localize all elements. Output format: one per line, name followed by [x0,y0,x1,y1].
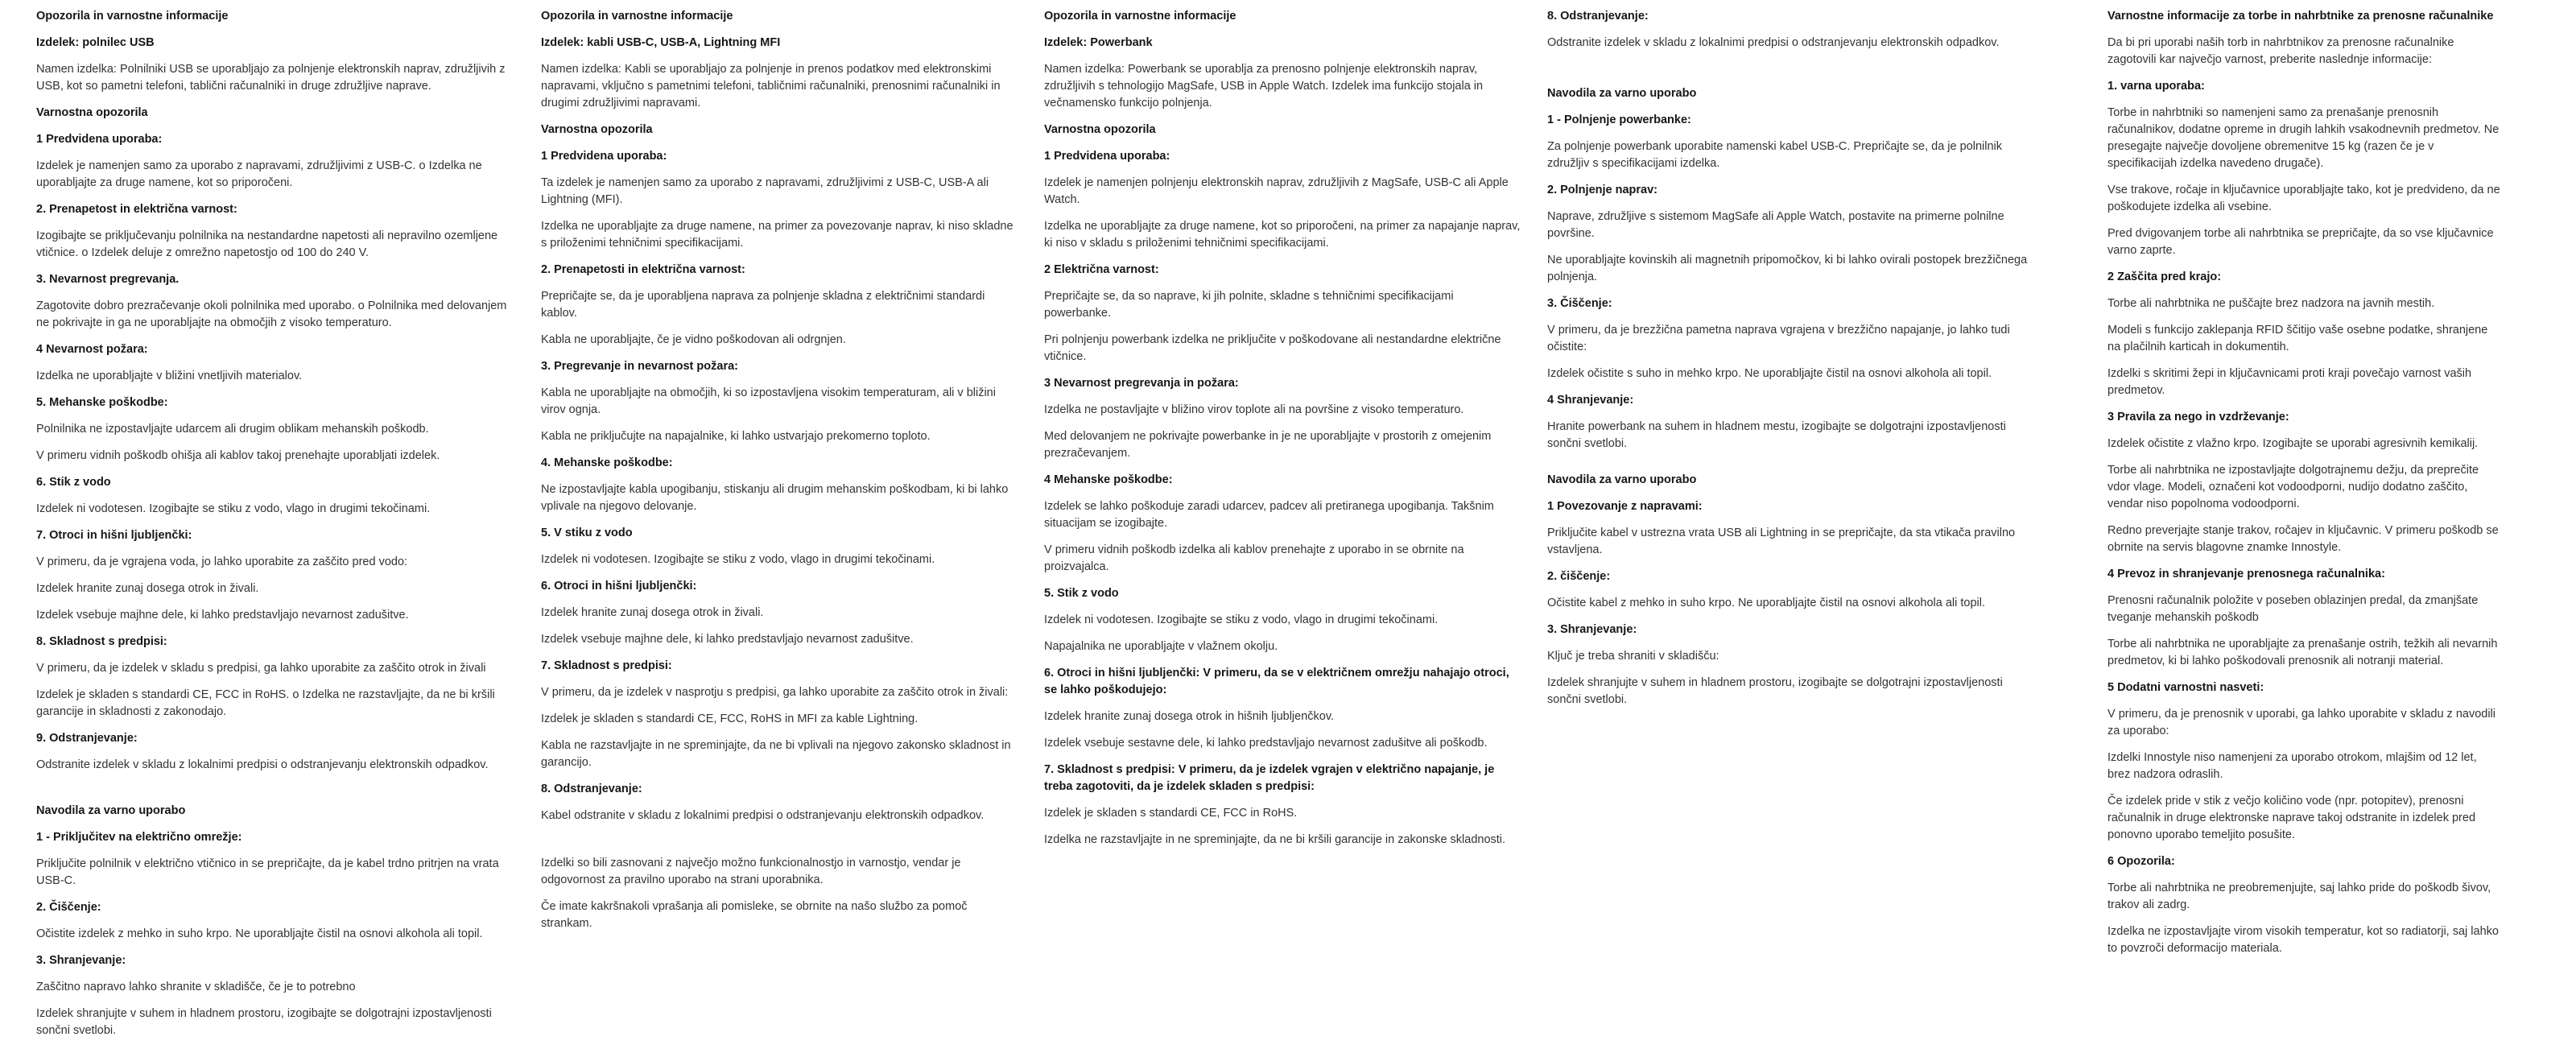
paragraph: Torbe ali nahrbtnika ne preobremenjujte, saj lahko pride do poškodb šivov, trakov ali zadrg. [2107,882,2491,911]
section-heading: 4 Prevoz in shranjevanje prenosnega računalnika: [2107,568,2385,580]
section-heading: 1 Povezovanje z napravami: [1547,500,1703,513]
section-heading: 5 Dodatni varnostni nasveti: [2107,681,2264,694]
paragraph: Torbe in nahrbtniki so namenjeni samo za prenašanje prenosnih računalnikov, dodatne opreme in drugih lahkih vsakodnevnih predmetov. Ne presegajte največje dovoljene obremenitve 15 kg (razen če je v specifikacijah izdelka navedeno drugače). [2107,106,2500,170]
paragraph: Kabla ne razstavljajte in ne spreminjajte, da ne bi vplivali na njegovo zakonsko skladnost in garancijo. [541,739,1011,769]
paragraph: Kabla ne uporabljajte na območjih, ki so izpostavljena visokim temperaturam, ali v bližini virov ognja. [541,386,996,416]
paragraph: Izdelek vsebuje sestavne dele, ki lahko predstavljajo nevarnost zadušitve ali poškodb. [1044,737,1488,750]
paragraph: Modeli s funkcijo zaklepanja RFID ščitijo vaše osebne podatke, shranjene na plačilnih karticah in dokumentih. [2107,324,2488,353]
paragraph: Kabla ne priključujte na napajalnike, ki lahko ustvarjajo prekomerno toploto. [541,430,931,443]
section-heading: 6. Otroci in hišni ljubljenčki: V primeru, da se v električnem omrežju nahajajo otroci, se lahko poškodujejo: [1044,667,1509,696]
spacer [541,834,1021,855]
paragraph: Med delovanjem ne pokrivajte powerbanke in je ne uporabljajte v prostorih z omejenim prezračevanjem. [1044,430,1492,460]
section-heading: 3. Pregrevanje in nevarnost požara: [541,360,738,373]
section-heading: Varnostna opozorila [36,106,148,119]
paragraph: V primeru, da je brezžična pametna naprava vgrajena v brezžično napajanje, jo lahko tudi očistite: [1547,324,2010,353]
paragraph: Izdelek shranjujte v suhem in hladnem prostoru, izogibajte se dolgotrajni izpostavljenosti sončni svetlobi. [36,1007,492,1037]
paragraph: Izogibajte se priključevanju polnilnika na nestandardne napetosti ali nepravilno ozemljene vtičnice. o Izdelek deluje z omrežno napetostjo od 100 do 240 V. [36,229,498,259]
paragraph: Izdelek ni vodotesen. Izogibajte se stiku z vodo, vlago in drugimi tekočinami. [1044,613,1439,626]
section-heading: 2. čiščenje: [1547,570,1611,583]
paragraph: Ta izdelek je namenjen samo za uporabo z napravami, združljivimi z USB-C, USB-A ali Lightning (MFI). [541,176,989,206]
column-powerbank [1044,8,1522,858]
section-heading: Varnostna opozorila [541,123,653,136]
paragraph: Vse trakove, ročaje in ključavnice uporabljajte tako, kot je predvideno, da ne poškodujete izdelka ali vsebine. [2107,184,2500,213]
column-powerbank-continued [1547,8,2030,718]
paragraph: Priključite polnilnik v električno vtičnico in se prepričajte, da je kabel trdno pritrjen na vrata USB-C. [36,857,499,887]
paragraph: Če imate kakršnakoli vprašanja ali pomisleke, se obrnite na našo službo za pomoč strankam. [541,900,968,930]
paragraph: Da bi pri uporabi naših torb in nahrbtnikov za prenosne računalnike zagotovili kar največjo varnost, preberite naslednje informacije: [2107,36,2454,66]
paragraph: Izdelek je namenjen polnjenju elektronskih naprav, združljivih z MagSafe, USB-C ali Apple Watch. [1044,176,1509,206]
section-heading: 5. V stiku z vodo [541,527,633,539]
paragraph: Kabla ne uporabljajte, če je vidno poškodovan ali odrgnjen. [541,333,846,346]
section-heading: Navodila za varno uporabo [36,804,186,817]
section-heading: Navodila za varno uporabo [1547,473,1697,486]
paragraph: Izdelki Innostyle niso namenjeni za uporabo otrokom, mlajšim od 12 let, brez nadzora odraslih. [2107,751,2477,781]
paragraph: Torbe ali nahrbtnika ne izpostavljajte dolgotrajnemu dežju, da preprečite vdor vlage. Modeli, označeni kot vodoodporni, nudijo dodatno zaščito, vendar niso popolnoma vodoodporni. [2107,464,2479,510]
spacer [1547,462,2030,472]
section-heading: 8. Odstranjevanje: [541,783,642,795]
section-heading: Varnostne informacije za torbe in nahrbtnike za prenosne računalnike [2107,10,2494,23]
section-heading: 3. Čiščenje: [1547,297,1612,310]
paragraph: Torbe ali nahrbtnika ne puščajte brez nadzora na javnih mestih. [2107,297,2435,310]
section-heading: 2. Prenapetosti in električna varnost: [541,263,745,276]
paragraph: Namen izdelka: Kabli se uporabljajo za polnjenje in prenos podatkov med elektronskimi napravami, vključno s pametnimi telefoni, tabličnimi računalniki, prenosnimi računalniki in drugimi združljivimi napravami. [541,63,1001,109]
spacer [1547,61,2030,85]
section-heading: 1 - Polnjenje powerbanke: [1547,114,1691,126]
paragraph: Izdelek očistite s suho in mehko krpo. Ne uporabljajte čistil na osnovi alkohola ali topil. [1547,367,1992,380]
section-heading: 2. Čiščenje: [36,901,101,914]
section-heading: 3. Shranjevanje: [36,954,126,967]
section-heading: 1 Predvidena uporaba: [36,133,163,146]
paragraph: V primeru, da je izdelek v skladu s predpisi, ga lahko uporabite za zaščito otrok in živali [36,662,486,675]
section-heading: 4. Mehanske poškodbe: [541,456,673,469]
section-heading: 5. Mehanske poškodbe: [36,396,168,409]
paragraph: Odstranite izdelek v skladu z lokalnimi predpisi o odstranjevanju elektronskih odpadkov. [36,758,489,771]
paragraph: V primeru, da je izdelek v nasprotju s predpisi, ga lahko uporabite za zaščito otrok in živali: [541,686,1009,699]
column-cables [541,8,1021,942]
paragraph: Namen izdelka: Polnilniki USB se uporabljajo za polnjenje elektronskih naprav, združljivih z USB, kot so pametni telefoni, tablični računalniki in druge združljive naprave. [36,63,506,93]
section-heading: 1 Predvidena uporaba: [1044,150,1170,163]
section-heading: 1 - Priključitev na električno omrežje: [36,831,242,844]
paragraph: Izdelek očistite z vlažno krpo. Izogibajte se uporabi agresivnih kemikalij. [2107,437,2479,450]
paragraph: Polnilnika ne izpostavljajte udarcem ali drugim oblikam mehanskih poškodb. [36,423,429,436]
paragraph: Izdelek vsebuje majhne dele, ki lahko predstavljajo nevarnost zadušitve. [541,633,914,646]
section-heading: 2. Prenapetost in električna varnost: [36,203,237,216]
spacer [36,783,513,803]
section-heading: 6. Stik z vodo [36,476,111,489]
section-heading: 7. Skladnost s predpisi: [541,659,672,672]
paragraph: Prepričajte se, da so naprave, ki jih polnite, skladne s tehničnimi specifikacijami powerbanke. [1044,290,1454,320]
paragraph: Napajalnika ne uporabljajte v vlažnem okolju. [1044,640,1278,653]
paragraph: Izdelki s skritimi žepi in ključavnicami proti kraji povečajo varnost vaših predmetov. [2107,367,2472,397]
paragraph: Prenosni računalnik položite v poseben oblazinjen predal, da zmanjšate tveganje mehanskih poškodb [2107,594,2479,624]
paragraph: Izdelka ne uporabljajte za druge namene, kot so priporočeni, na primer za napajanje naprav, ki niso v skladu s priloženimi tehničnimi specifikacijami. [1044,220,1521,250]
section-heading: 4 Shranjevanje: [1547,394,1634,407]
paragraph: Izdelek ni vodotesen. Izogibajte se stiku z vodo, vlago in drugimi tekočinami. [36,502,431,515]
section-heading: 8. Skladnost s predpisi: [36,635,167,648]
paragraph: Izdelka ne uporabljajte za druge namene, na primer za povezovanje naprav, ki niso skladne s priloženimi tehničnimi specifikacijami. [541,220,1013,250]
paragraph: Pri polnjenju powerbank izdelka ne priključite v poškodovane ali nestandardne električne vtičnice. [1044,333,1501,363]
section-heading: Opozorila in varnostne informacije [541,10,733,23]
column-laptop-bags [2107,8,2502,967]
section-heading: 2 Električna varnost: [1044,263,1159,276]
section-heading: Izdelek: Powerbank [1044,36,1153,49]
paragraph: Naprave, združljive s sistemom MagSafe ali Apple Watch, postavite na primerne polnilne površine. [1547,210,2004,240]
section-heading: 4 Mehanske poškodbe: [1044,473,1173,486]
paragraph: Zaščitno napravo lahko shranite v skladišče, če je to potrebno [36,981,356,993]
section-heading: 8. Odstranjevanje: [1547,10,1649,23]
paragraph: V primeru, da je vgrajena voda, jo lahko uporabite za zaščito pred vodo: [36,555,408,568]
paragraph: Izdelek hranite zunaj dosega otrok in hišnih ljubljenčkov. [1044,710,1335,723]
paragraph: Očistite kabel z mehko in suho krpo. Ne uporabljajte čistil na osnovi alkohola ali topil. [1547,597,1986,609]
section-heading: 2 Zaščita pred krajo: [2107,271,2222,283]
paragraph: Prepričajte se, da je uporabljena naprava za polnjenje skladna z električnimi standardi kablov. [541,290,985,320]
section-heading: 3. Shranjevanje: [1547,623,1637,636]
section-heading: 3. Nevarnost pregrevanja. [36,273,180,286]
paragraph: Torbe ali nahrbtnika ne uporabljajte za prenašanje ostrih, težkih ali nevarnih predmetov, ki bi lahko poškodovali prenosnik ali notranji material. [2107,638,2498,667]
section-heading: Opozorila in varnostne informacije [36,10,229,23]
section-heading: Opozorila in varnostne informacije [1044,10,1236,23]
paragraph: Odstranite izdelek v skladu z lokalnimi predpisi o odstranjevanju elektronskih odpadkov. [1547,36,2000,49]
paragraph: Izdelek je namenjen samo za uporabo z napravami, združljivimi z USB-C. o Izdelka ne uporabljajte za druge namene, kot so priporočeni. [36,159,482,189]
section-heading: 4 Nevarnost požara: [36,343,148,356]
paragraph: Za polnjenje powerbank uporabite namenski kabel USB-C. Prepričajte se, da je polnilnik združljiv s specifikacijami izdelka. [1547,140,2003,170]
section-heading: 1 Predvidena uporaba: [541,150,667,163]
paragraph: Pred dvigovanjem torbe ali nahrbtnika se prepričajte, da so vse ključavnice varno zaprte. [2107,227,2494,257]
paragraph: Redno preverjajte stanje trakov, ročajev in ključavnic. V primeru poškodb se obrnite na servis blagovne znamke Innostyle. [2107,524,2499,554]
paragraph: Ključ je treba shraniti v skladišču: [1547,650,1719,663]
section-heading: 3 Nevarnost pregrevanja in požara: [1044,377,1239,390]
section-heading: 5. Stik z vodo [1044,587,1119,600]
paragraph: Zagotovite dobro prezračevanje okoli polnilnika med uporabo. o Polnilnika med delovanjem ne pokrivajte in ga ne uporabljajte na območjih z visoko temperaturo. [36,299,507,329]
section-heading: 3 Pravila za nego in vzdrževanje: [2107,411,2289,423]
section-heading: 7. Skladnost s predpisi: V primeru, da je izdelek vgrajen v električno napajanje, je treba zagotoviti, da je izdelek skladen s predpisi: [1044,763,1495,793]
section-heading: 6 Opozorila: [2107,855,2175,868]
paragraph: Kabel odstranite v skladu z lokalnimi predpisi o odstranjevanju elektronskih odpadkov. [541,809,985,822]
paragraph: Izdelek shranjujte v suhem in hladnem prostoru, izogibajte se dolgotrajni izpostavljenosti sončni svetlobi. [1547,676,2003,706]
paragraph: Ne izpostavljajte kabla upogibanju, stiskanju ali drugim mehanskim poškodbam, ki bi lahko vplivale na njegovo delovanje. [541,483,1009,513]
section-heading: Varnostna opozorila [1044,123,1156,136]
paragraph: Če izdelek pride v stik z večjo količino vode (npr. potopitev), prenosni računalnik in druge elektronske naprave takoj odstranite in izdelek pred ponovno uporabo temeljito posušite. [2107,795,2476,841]
section-heading: Izdelek: kabli USB-C, USB-A, Lightning MFI [541,36,781,49]
paragraph: Izdelka ne postavljajte v bližino virov toplote ali na površine z visoko temperaturo. [1044,403,1464,416]
section-heading: 2. Polnjenje naprav: [1547,184,1657,196]
paragraph: Namen izdelka: Powerbank se uporablja za prenosno polnjenje elektronskih naprav, združljivih s tehnologijo MagSafe, USB in Apple Watch. Izdelek ima funkcijo stojala in večnamensko funkcijo polnjenja. [1044,63,1484,109]
paragraph: Izdelek vsebuje majhne dele, ki lahko predstavljajo nevarnost zadušitve. [36,609,409,622]
paragraph: Ne uporabljajte kovinskih ali magnetnih pripomočkov, ki bi lahko ovirali postopek brezžičnega polnjenja. [1547,254,2028,283]
section-heading: 7. Otroci in hišni ljubljenčki: [36,529,192,542]
paragraph: Izdelek ni vodotesen. Izogibajte se stiku z vodo, vlago in drugimi tekočinami. [541,553,935,566]
section-heading: 1. varna uporaba: [2107,80,2205,93]
paragraph: Izdelek se lahko poškoduje zaradi udarcev, padcev ali pretiranega upogibanja. Takšnim situacijam se izogibajte. [1044,500,1494,530]
paragraph: V primeru vidnih poškodb izdelka ali kablov prenehajte z uporabo in se obrnite na proizvajalca. [1044,543,1464,573]
section-heading: Izdelek: polnilec USB [36,36,155,49]
paragraph: V primeru vidnih poškodb ohišja ali kablov takoj prenehajte uporabljati izdelek. [36,449,440,462]
section-heading: Navodila za varno uporabo [1547,87,1697,100]
paragraph: Izdelek je skladen s standardi CE, FCC in RoHS. o Izdelka ne razstavljajte, da ne bi kršili garancije in skladnosti z zakonodajo. [36,688,495,718]
paragraph: V primeru, da je prenosnik v uporabi, ga lahko uporabite v skladu z navodili za uporabo: [2107,708,2496,737]
paragraph: Izdelka ne uporabljajte v bližini vnetljivih materialov. [36,370,303,382]
paragraph: Izdelka ne izpostavljajte virom visokih temperatur, kot so radiatorji, saj lahko to povzroči deformacijo materiala. [2107,925,2499,955]
paragraph: Priključite kabel v ustrezna vrata USB ali Lightning in se prepričajte, da sta vtikača pravilno vstavljena. [1547,527,2016,556]
paragraph: Izdelek hranite zunaj dosega otrok in živali. [36,582,259,595]
paragraph: Hranite powerbank na suhem in hladnem mestu, izogibajte se dolgotrajni izpostavljenosti sončni svetlobi. [1547,420,2006,450]
paragraph: Izdelki so bili zasnovani z največjo možno funkcionalnostjo in varnostjo, vendar je odgovornost za pravilno uporabo na strani uporabnika. [541,857,961,886]
column-usb-charger [36,8,513,1049]
section-heading: 6. Otroci in hišni ljubljenčki: [541,580,697,593]
paragraph: Očistite izdelek z mehko in suho krpo. Ne uporabljajte čistil na osnovi alkohola ali topil. [36,927,483,940]
section-heading: 9. Odstranjevanje: [36,732,138,745]
paragraph: Izdelka ne razstavljajte in ne spreminjajte, da ne bi kršili garancije in zakonske skladnosti. [1044,833,1506,846]
paragraph: Izdelek je skladen s standardi CE, FCC in RoHS. [1044,807,1298,820]
paragraph: Izdelek hranite zunaj dosega otrok in živali. [541,606,764,619]
paragraph: Izdelek je skladen s standardi CE, FCC, RoHS in MFI za kable Lightning. [541,712,919,725]
